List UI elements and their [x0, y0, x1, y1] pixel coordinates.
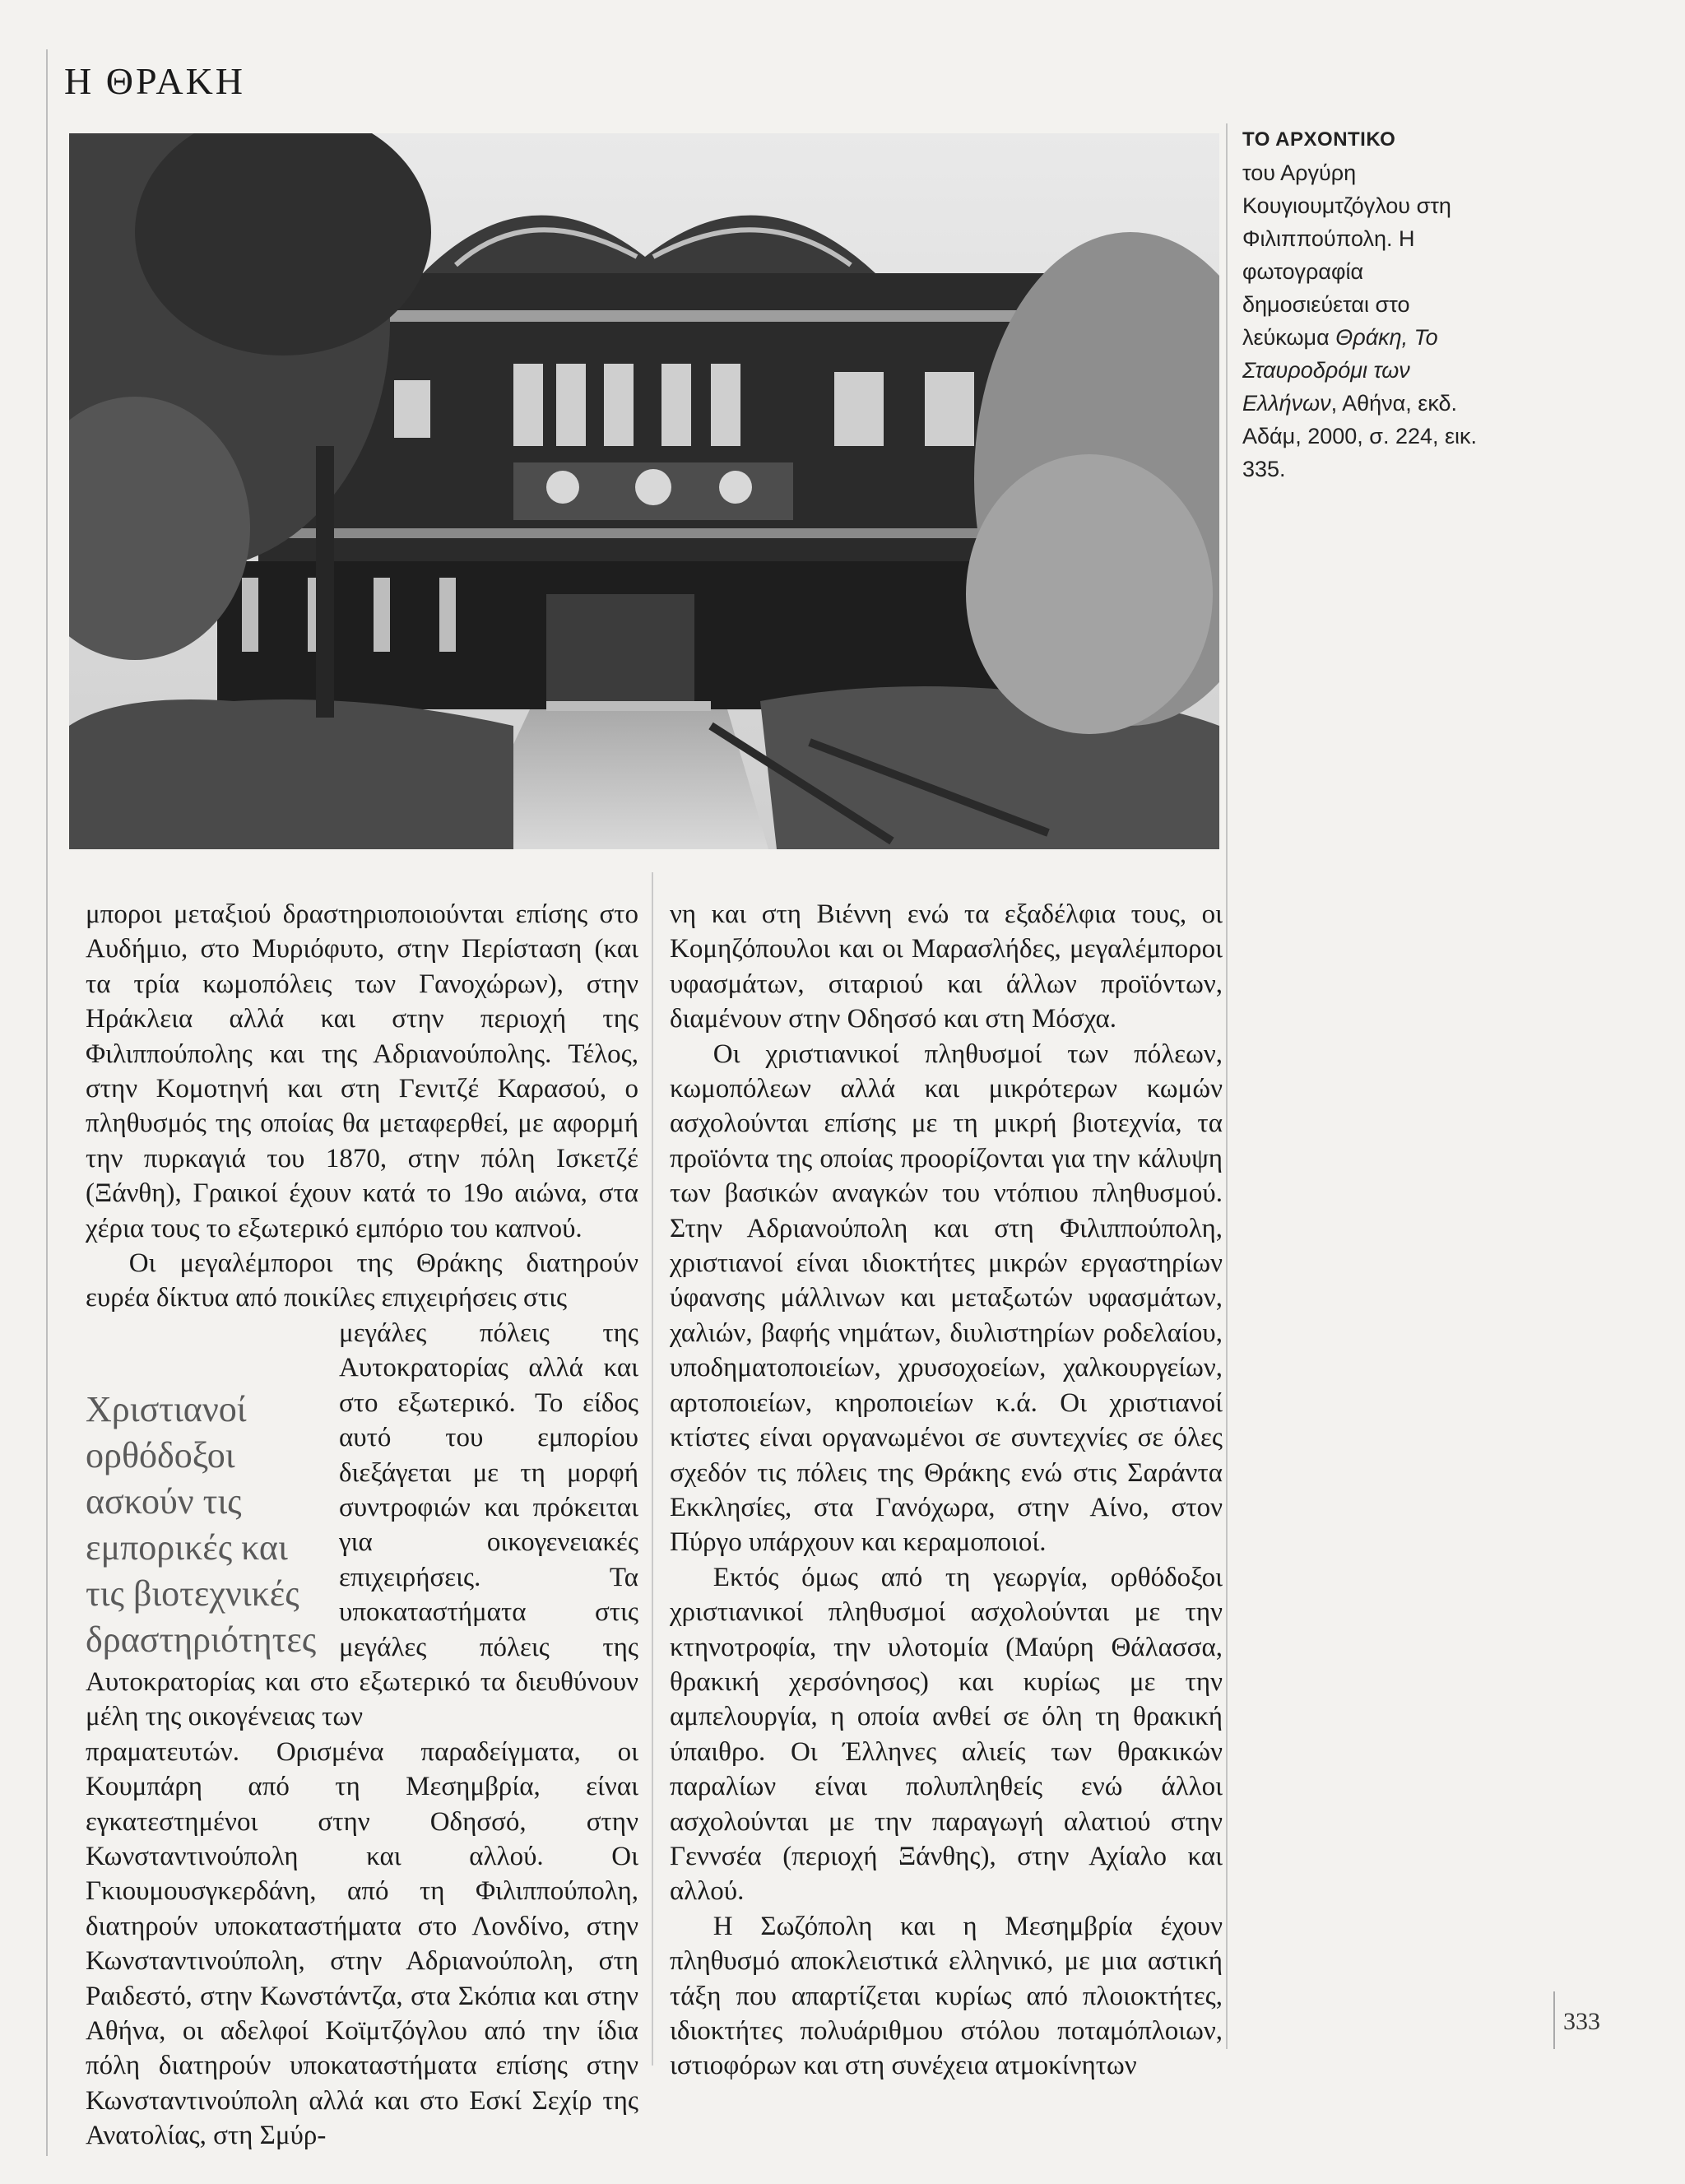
page-number-rule [1553, 1991, 1555, 2049]
left-paragraph-2-wrapped: μεγάλες πόλεις της Αυτοκρατορίας αλλά και στο εξωτερικό. Το είδος αυτό του εμπορίου διεξάγεται με τη μορφή συντροφιών και πρόκειται για οικογενειακές επιχειρήσεις. Τα υποκαταστήματα στις μεγάλες πόλεις της Αυτοκρατορίας και στο εξωτερικό τα διευθύνουν μέλη της οικογένειας των [86, 1317, 638, 1732]
pull-quote: Χριστιανοί ορθόδοξοι ασκούν τις εμπορικές και τις βιοτεχνικές δραστηριότητες [86, 1388, 317, 1660]
caption-heading: ΤΟ ΑΡΧΟΝΤΙΚΟ [1242, 128, 1396, 151]
pull-quote-block [86, 1316, 638, 1735]
column-rule [652, 872, 653, 2066]
photo-caption [1242, 123, 1489, 486]
left-paragraph-2-rest: πραματευτών. Ορισμένα παραδείγματα, οι Κουμπάρη από τη Μεσημβρία, είναι εγκατεστημένοι στην Οδησσό, στην Κωνσταντινούπολη και αλλού. Οι Γκιουμουσγκερδάνη, από τη Φιλιππούπολη, διατηρούν υποκαταστήματα στο Λονδίνο, στην Κωνσταντινούπολη, στην Αδριανούπολη, στη Ραιδεστό, στην Κωνστάντζα, στα Σκόπια και στην Αθήνα, οι αδελφοί Κοϊμτζόγλου από την ίδια πόλη διατηρούν υποκαταστήματα επίσης στην Κωνσταντινούπολη αλλά και στο Εσκί Σεχίρ της Ανατολίας, στη Σμύρ- [86, 1736, 638, 2151]
right-paragraph-2: Οι χριστιανικοί πληθυσμοί των πόλεων, κωμοπόλεων αλλά και μικρότερων κωμών ασχολούνται επίσης με τη μικρή βιοτεχνία, τα προϊόντα της οποίας προορίζονται για την κάλυψη των βασικών αναγκών του ντόπιου πληθυσμού. Στην Αδριανούπολη και στη Φιλιππούπολη, χριστιανοί είναι ιδιοκτήτες μικρών εργαστηρίων ύφανσης μάλλινων και μεταξωτών υφασμάτων, χαλιών, βαφής νημάτων, διυλιστηρίων ροδελαίου, υποδηματοποιείων, χρυσοχοείων, χαλκουργείων, αρτοποιείων, κηροποιείων κ.ά. Οι χριστιανοί κτίστες είναι οργανωμένοι σε συντεχνίες σε όλες σχεδόν τις πόλεις της Θράκης ενώ στις Σαράντα Εκκλησίες, στα Γανόχωρα, στην Αίνο, στον Πύργο υπάρχουν και κεραμοποιοί. [670, 1039, 1223, 1558]
caption-rule [1226, 123, 1228, 2049]
page-number: 333 [1563, 2008, 1600, 2035]
left-paragraph-1: μποροι μεταξιού δραστηριοποιούνται επίσης στο Αυδήμιο, στο Μυριόφυτο, στην Περίσταση (και τα τρία κωμοπόλεις των Γανοχώρων), στην Ηράκλεια αλλά και στην περιοχή της Φιλιππούπολης και της Αδριανούπολης. Τέλος, στην Κομοτηνή και στη Γενιτζέ Καρασού, ο πληθυσμός της οποίας θα μεταφερθεί, με αφορμή την πυρκαγιά του 1870, στην πόλη Ισκετζέ (Ξάνθη), Γραικοί έχουν κατά το 19ο αιώνα, στα χέρια τους το εξωτερικό εμπόριο του καπνού. [86, 899, 638, 1243]
mansion-photo [69, 133, 1219, 849]
caption-book-title: Θράκη, Το Σταυροδρόμι των Ελλήνων [1242, 325, 1438, 416]
left-margin-rule [46, 49, 48, 2156]
mansion-photo-illustration [69, 133, 1219, 849]
right-paragraph-3: Εκτός όμως από τη γεωργία, ορθόδοξοι χριστιανικοί πληθυσμοί ασχολούνται με την κτηνοτροφία, την υλοτομία (Μαύρη Θάλασσα, θρακική χερσόνησος) και κυρίως με την αμπελουργία, η οποία ανθεί σε όλη τη θρακική ύπαιθρο. Οι Έλληνες αλιείς των θρακικών παραλίων είναι πολυπληθείς ενώ άλλοι ασχολούνται με την παραγωγή αλατιού στην Γεννσέα (περιοχή Ξάνθης), στην Αχίαλο και αλλού. [670, 1562, 1223, 1907]
left-paragraph-2-lead: Οι μεγαλέμποροι της Θράκης διατηρούν ευρέα δίκτυα από ποικίλες επιχειρήσεις στις [86, 1248, 638, 1313]
right-paragraph-4: Η Σωζόπολη και η Μεσημβρία έχουν πληθυσμό αποκλειστικά ελληνικό, με μια αστική τάξη που απαρτίζεται κυρίως από πλοιοκτήτες, ιδιοκτήτες πολυάριθμου στόλου ποταμόπλοιων, ιστιοφόρων και στη συνέχεια ατμοκίνητων [670, 1911, 1223, 2081]
section-title: Η ΘΡΑΚΗ [64, 60, 246, 102]
caption-text-2: , Αθήνα, εκδ. Αδάμ, 2000, σ. 224, εικ. 335. [1242, 391, 1478, 481]
caption-text-1: του Αργύρη Κουγιουμτζόγλου στη Φιλιππούπολη. Η φωτογραφία δημοσιεύεται στο λεύκωμα [1242, 160, 1451, 350]
left-column [86, 897, 638, 2154]
right-column [670, 897, 1223, 2084]
right-paragraph-1: νη και στη Βιέννη ενώ τα εξαδέλφια τους, οι Κομηζόπουλοι και οι Μαρασλήδες, μεγαλέμποροι υφασμάτων, σιταριού και άλλων προϊόντων, διαμένουν στην Οδησσό και στη Μόσχα. [670, 899, 1223, 1034]
